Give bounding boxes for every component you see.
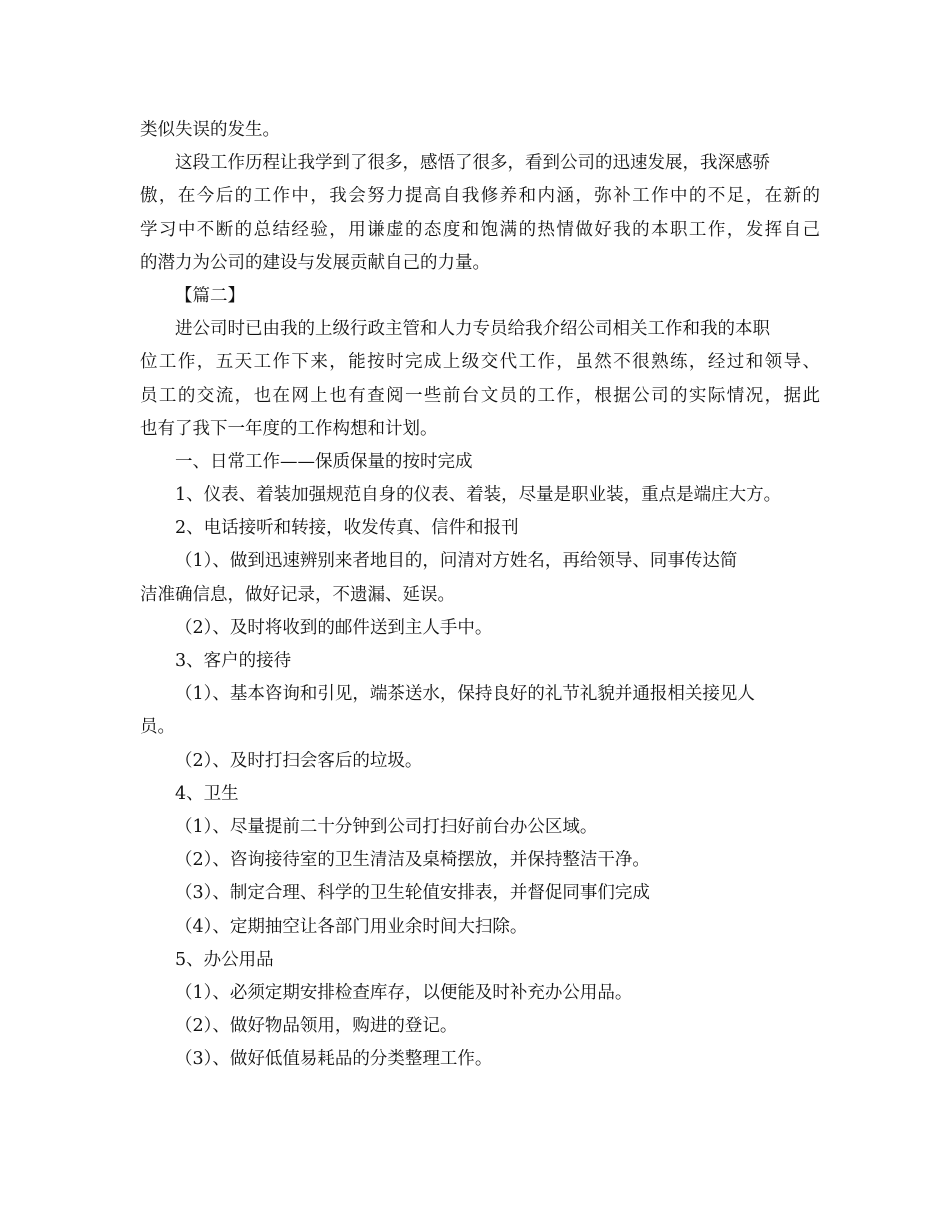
list-item: 4、卫生 [175, 783, 239, 804]
text-line: 员。 [140, 717, 175, 738]
text-line: 也有了我下一年度的工作构想和计划。 [140, 418, 438, 439]
sub-list-item: （1）、尽量提前二十分钟到公司打扫好前台办公区域。 [175, 816, 598, 837]
paragraph-line: 进公司时已由我的上级行政主管和人力专员给我介绍公司相关工作和我的本职 [175, 319, 770, 340]
list-item: 5、办公用品 [175, 949, 274, 970]
sub-list-item: （3）、制定合理、科学的卫生轮值安排表，并督促同事们完成 [175, 883, 650, 904]
sub-list-item: （1）、做到迅速辨别来者地目的，问清对方姓名，再给领导、同事传达简 [175, 551, 738, 572]
sub-list-item: （2）、咨询接待室的卫生清洁及桌椅摆放，并保持整洁干净。 [175, 850, 650, 871]
sub-list-item: （2）、做好物品领用，购进的登记。 [175, 1016, 458, 1037]
sub-list-item: （2）、及时将收到的邮件送到主人手中。 [175, 617, 493, 638]
text-line: 员工的交流，也在网上也有查阅一些前台文员的工作，根据公司的实际情况，据此 [140, 385, 820, 406]
text-line: 洁准确信息，做好记录，不遗漏、延误。 [140, 584, 455, 605]
sub-list-item: （1）、必须定期安排检查库存，以便能及时补充办公用品。 [175, 982, 633, 1003]
sub-list-item: （2）、及时打扫会客后的垃圾。 [175, 750, 423, 771]
sub-list-item: （4）、定期抽空让各部门用业余时间大扫除。 [175, 916, 528, 937]
text-line: 傲，在今后的工作中，我会努力提高自我修养和内涵，弥补工作中的不足，在新的 [140, 186, 820, 207]
list-heading: 一、日常工作——保质保量的按时完成 [175, 451, 473, 472]
text-line: 类似失误的发生。 [140, 120, 280, 140]
list-item: 2、电话接听和转接，收发传真、信件和报刊 [175, 518, 519, 539]
list-item: 3、客户的接待 [175, 651, 292, 671]
paragraph-line: 这段工作历程让我学到了很多，感悟了很多，看到公司的迅速发展，我深感骄 [175, 153, 770, 174]
sub-list-item: （1）、基本咨询和引见，端茶送水，保持良好的礼节礼貌并通报相关接见人 [175, 684, 755, 705]
sub-list-item: （3）、做好低值易耗品的分类整理工作。 [175, 1049, 493, 1070]
section-heading: 【篇二】 [175, 285, 245, 306]
document-body [140, 114, 820, 1076]
list-item: 1、仪表、着装加强规范自身的仪表、着装，尽量是职业装，重点是端庄大方。 [175, 485, 782, 506]
text-line: 的潜力为公司的建设与发展贡献自己的力量。 [140, 252, 490, 273]
text-line: 学习中不断的总结经验，用谦虚的态度和饱满的热情做好我的本职工作，发挥自己 [140, 219, 820, 240]
text-line: 位工作，五天工作下来，能按时完成上级交代工作，虽然不很熟练，经过和领导、 [140, 352, 820, 373]
